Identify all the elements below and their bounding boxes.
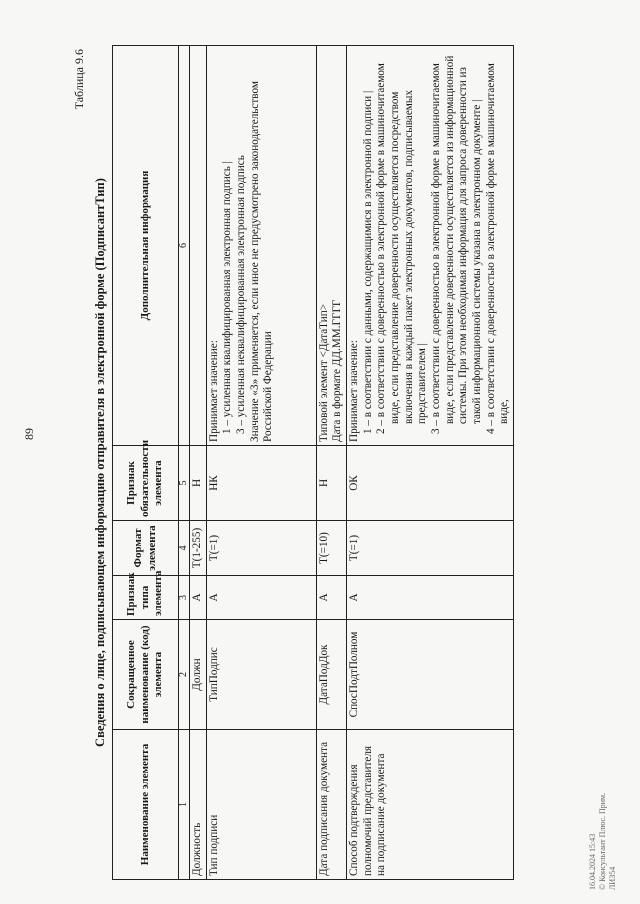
info-line: 3 – усиленная неквалифицированная электронная подпись: [234, 155, 247, 434]
element-type: А: [206, 576, 316, 620]
info-line: 2 – в соответствии с доверенностью в электронной форме в машиночитаемом виде, если представление доверенности осуществляется посредством включения в каждый пакет электронных документов, подписываемых представителем |: [375, 63, 429, 434]
column-number: 6: [179, 46, 190, 446]
header-element-code: Сокращенное наименование (код) элемента: [113, 620, 179, 730]
element-type: А: [190, 576, 207, 620]
column-number: 3: [179, 576, 190, 620]
element-code: ДатаПодДок: [316, 620, 346, 730]
header-element-name: Наименование элемента: [113, 730, 179, 880]
column-number-row: [179, 46, 190, 880]
footer-date: 16.04.2024 15:43: [588, 833, 597, 890]
element-info: [346, 46, 513, 446]
element-format: T(=1): [206, 521, 316, 576]
info-line: Принимает значение:: [207, 340, 220, 442]
element-code: СпосПодтПолном: [346, 620, 513, 730]
element-required: ОК: [346, 446, 513, 521]
element-name: Способ подтверждения полномочий представителя на подписание документа: [346, 730, 513, 880]
info-line: 4 – в соответствии с доверенностью в электронной форме в машиночитаемом виде,: [484, 63, 511, 434]
table-row: [316, 46, 346, 880]
element-info: [190, 46, 207, 446]
element-name: Должность: [190, 730, 207, 880]
element-format: T(=1): [346, 521, 513, 576]
footer-source: © Консультант Плюс. Прим. ЛИЗ54: [598, 792, 617, 890]
info-line: 3 – в соответствии с доверенностью в электронной форме в машиночитаемом виде, если представление доверенности осуществляется из информационной системы. При этом необходимая информация для запроса доверенности из такой информационной системы указана в электронном документе |: [429, 55, 483, 434]
column-number: 1: [179, 730, 190, 880]
header-element-type: Признак типа элемента: [113, 576, 179, 620]
element-name: Тип подписи: [206, 730, 316, 880]
element-type: А: [316, 576, 346, 620]
element-info: [206, 46, 316, 446]
element-info: [316, 46, 346, 446]
element-required: Н: [316, 446, 346, 521]
table-row: [190, 46, 207, 880]
info-line: Дата в формате ДД.ММ.ГГГГ: [331, 299, 344, 442]
table-row: [346, 46, 513, 880]
column-number: 4: [179, 521, 190, 576]
table-title: Сведения о лице, подписывающем информацию отправителя в электронной форме (ПодписантТип): [93, 178, 107, 747]
page-number: 89: [22, 428, 36, 440]
element-code: ТипПодпис: [206, 620, 316, 730]
table-row: [206, 46, 316, 880]
column-number: 5: [179, 446, 190, 521]
element-type: А: [346, 576, 513, 620]
header-additional-info: Дополнительная информация: [113, 46, 179, 446]
info-line: Значение «3» применяется, если иное не предусмотрено законодательством Российской Федерации: [248, 81, 275, 442]
table-number: Таблица 9.6: [72, 49, 86, 110]
element-format: T(1-255): [190, 521, 207, 576]
info-line: 1 – в соответствии с данными, содержащимися в электронной подписи |: [361, 90, 374, 434]
header-element-required: Признак обязательности элемента: [113, 446, 179, 521]
data-table: [112, 45, 514, 880]
element-code: Должн: [190, 620, 207, 730]
footer-stamp: [588, 770, 618, 890]
element-format: T(=10): [316, 521, 346, 576]
element-required: Н: [190, 446, 207, 521]
element-required: НК: [206, 446, 316, 521]
info-line: Принимает значение:: [347, 340, 360, 442]
column-number: 2: [179, 620, 190, 730]
element-name: Дата подписания документа: [316, 730, 346, 880]
info-line: Типовой элемент <ДатаТип>: [317, 303, 330, 442]
info-line: 1 – усиленная квалифицированная электронная подпись |: [221, 161, 234, 434]
header-element-format: Формат элемента: [113, 521, 179, 576]
rotated-page-content: [72, 45, 582, 880]
table-header-row: [113, 46, 179, 880]
